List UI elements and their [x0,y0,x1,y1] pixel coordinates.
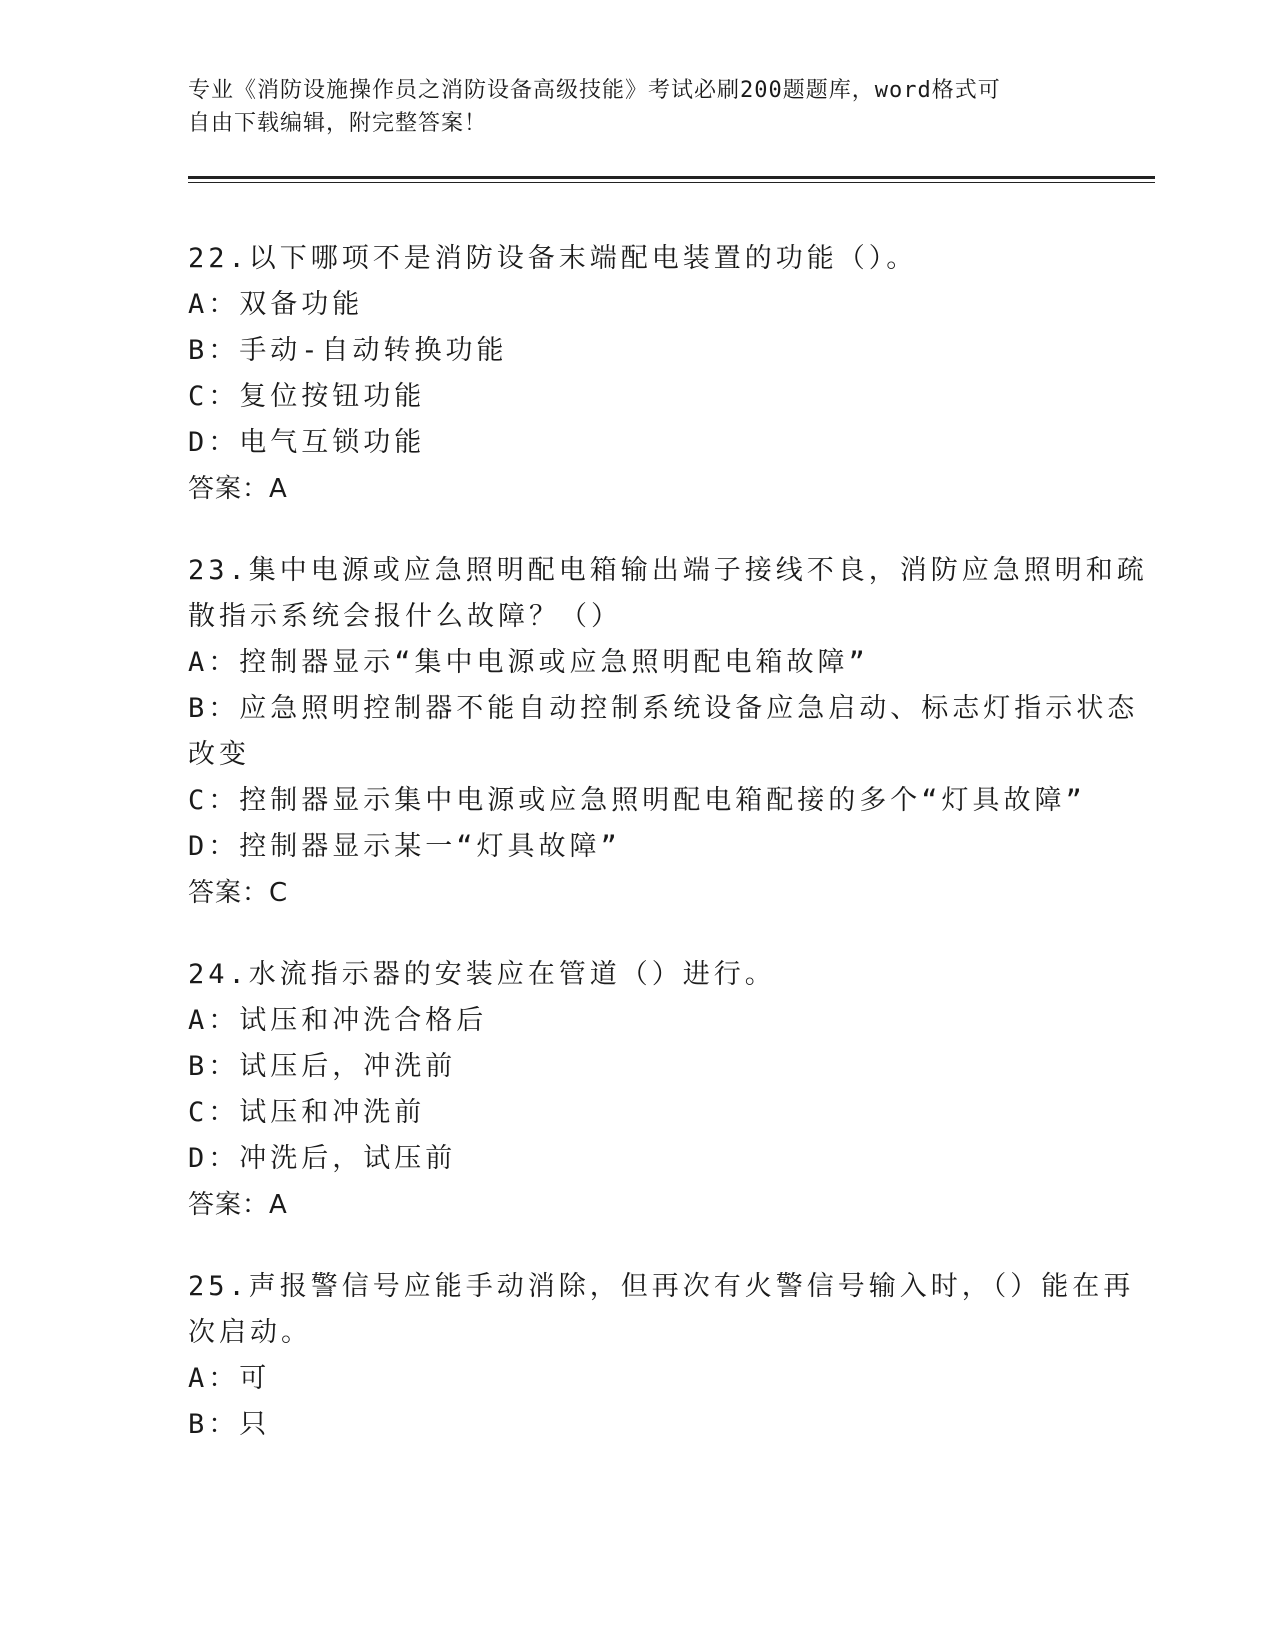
option-a: A：双备功能 [188,289,364,320]
option-a: A：可 [188,1363,271,1394]
document-header [188,74,1068,140]
question-24 [188,952,1088,1228]
option-d: D：电气互锁功能 [188,427,426,458]
question-25 [188,1264,1135,1448]
option-b: B：试压后，冲洗前 [188,1051,457,1082]
option-d: D：冲洗后，试压前 [188,1143,457,1174]
option-b-line-2: 改变 [188,739,250,770]
question-list [188,236,1148,1484]
option-b: B：手动-自动转换功能 [188,335,508,366]
question-stem: 24.水流指示器的安装应在管道（）进行。 [188,959,776,990]
option-a: A：控制器显示“集中电源或应急照明配电箱故障” [188,647,869,678]
option-c: C：试压和冲洗前 [188,1097,426,1128]
option-c: C：控制器显示集中电源或应急照明配电箱配接的多个“灯具故障” [188,785,1086,816]
header-rule-thick [188,176,1155,179]
header-rule-thin [188,182,1155,183]
question-stem-line-2: 散指示系统会报什么故障？（） [188,601,622,632]
question-stem-line-1: 25.声报警信号应能手动消除，但再次有火警信号输入时，（）能在再 [188,1271,1135,1302]
option-b-line-1: B：应急照明控制器不能自动控制系统设备应急启动、标志灯指示状态 [188,693,1139,724]
question-stem: 22.以下哪项不是消防设备末端配电装置的功能（）。 [188,243,918,274]
option-d: D：控制器显示某一“灯具故障” [188,831,621,862]
option-a: A：试压和冲洗合格后 [188,1005,488,1036]
header-line-2: 自由下载编辑，附完整答案！ [188,111,488,136]
answer: 答案：A [188,1190,288,1220]
option-b: B：只 [188,1409,271,1440]
question-22 [188,236,1088,512]
option-c: C：复位按钮功能 [188,381,426,412]
header-line-1: 专业《消防设施操作员之消防设备高级技能》考试必刷200题题库，word格式可 [188,78,1001,103]
question-23 [188,548,1148,916]
answer: 答案：A [188,474,288,504]
answer: 答案：C [188,878,289,908]
question-stem-line-2: 次启动。 [188,1317,312,1348]
question-stem-line-1: 23.集中电源或应急照明配电箱输出端子接线不良，消防应急照明和疏 [188,555,1148,586]
